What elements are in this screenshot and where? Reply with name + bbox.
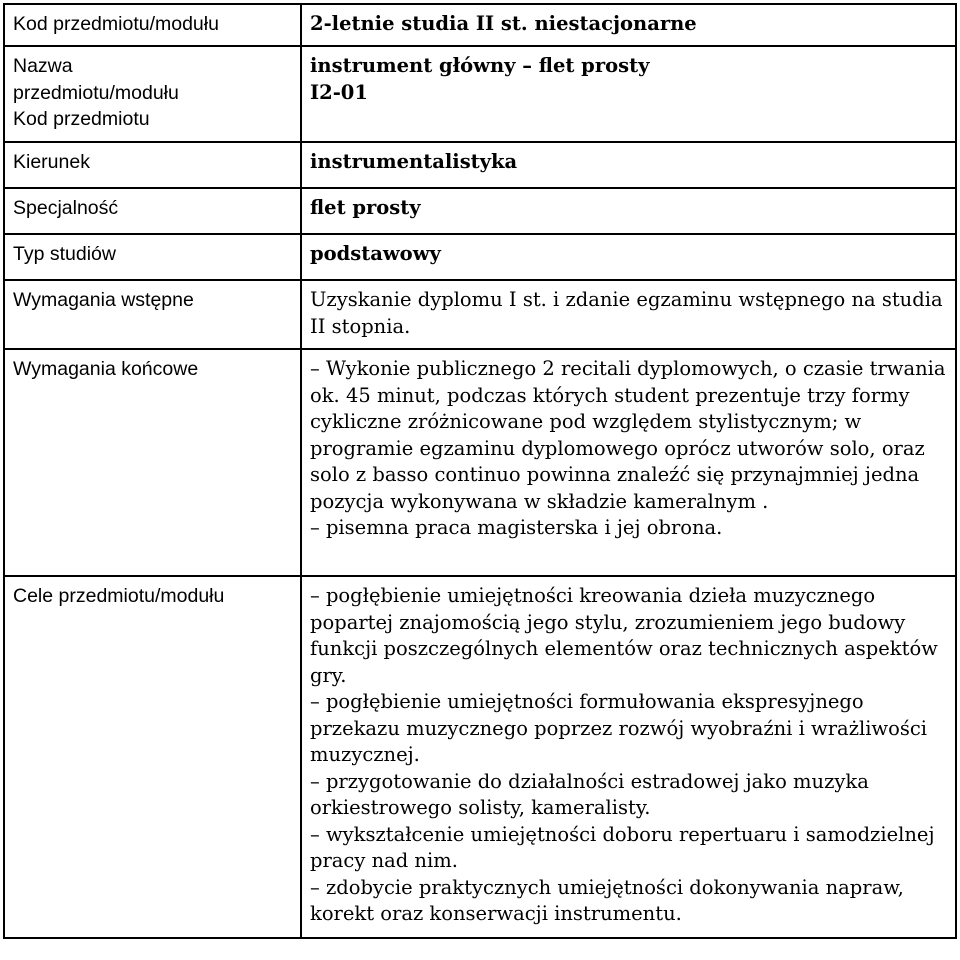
label-kierunek: Kierunek <box>4 142 301 188</box>
value-wymagania-koncowe <box>301 349 956 576</box>
course-code: I2-01 <box>310 80 368 104</box>
list-item: – pisemna praca magisterska i jej obrona. <box>310 516 723 539</box>
value-kierunek: instrumentalistyka <box>301 142 956 188</box>
list-item: – pogłębienie umiejętności formułowania ekspresyjnego przekazu muzycznego poprzez rozwój wyobraźni i wrażliwości muzycznej. <box>310 690 928 766</box>
row-nazwa-przedmiotu <box>4 46 956 142</box>
label-line: przedmiotu/modułu <box>13 81 179 104</box>
list-item: – pogłębienie umiejętności kreowania dzieła muzycznego popartej znajomością jego stylu, zrozumieniem jego budowy funkcji poszczególnych elementów oraz technicznych aspektów gry. <box>310 584 938 687</box>
row-specjalnosc <box>4 188 956 234</box>
list-item: – przygotowanie do działalności estradowej jako muzyka orkiestrowego solisty, kameralisty. <box>310 769 869 819</box>
label-line: Nazwa <box>13 55 73 77</box>
row-wymagania-koncowe <box>4 349 956 576</box>
list-item: – Wykonie publicznego 2 recitali dyplomowych, o czasie trwania ok. 45 minut, podczas których student prezentuje trzy formy cykliczne zróżnicowane pod względem stylistycznym; w programie egzaminu dyplomowego oprócz utworów solo, oraz solo z basso continuo powinna znaleźć się przynajmniej jedna pozycja wykonywana w składzie kameralnym . <box>310 357 946 513</box>
label-nazwa-przedmiotu <box>4 46 301 142</box>
list-item: – zdobycie praktycznych umiejętności dokonywania napraw, korekt oraz konserwacji instrumentu. <box>310 875 904 925</box>
row-wymagania-wstepne <box>4 280 956 349</box>
label-kod-przedmiotu: Kod przedmiotu/modułu <box>4 4 301 46</box>
label-wymagania-koncowe: Wymagania końcowe <box>4 349 301 576</box>
label-typ-studiow: Typ studiów <box>4 234 301 280</box>
row-typ-studiow <box>4 234 956 280</box>
value-cele-przedmiotu <box>301 576 956 938</box>
value-typ-studiow: podstawowy <box>301 234 956 280</box>
label-wymagania-wstepne: Wymagania wstępne <box>4 280 301 349</box>
value-wymagania-wstepne: Uzyskanie dyplomu I st. i zdanie egzaminu wstępnego na studia II stopnia. <box>301 280 956 349</box>
label-cele-przedmiotu: Cele przedmiotu/modułu <box>4 576 301 938</box>
label-specjalnosc: Specjalność <box>4 188 301 234</box>
course-name: instrument główny – flet prosty <box>310 54 650 77</box>
row-cele-przedmiotu <box>4 576 956 938</box>
value-specjalnosc: flet prosty <box>301 188 956 234</box>
value-kod-przedmiotu: 2-letnie studia II st. niestacjonarne <box>301 4 956 46</box>
syllabus-table <box>3 3 957 939</box>
row-kierunek <box>4 142 956 188</box>
row-kod-przedmiotu <box>4 4 956 46</box>
list-item: – wykształcenie umiejętności doboru repertuaru i samodzielnej pracy nad nim. <box>310 822 935 872</box>
value-nazwa-przedmiotu <box>301 46 956 142</box>
label-line: Kod przedmiotu <box>13 108 150 130</box>
